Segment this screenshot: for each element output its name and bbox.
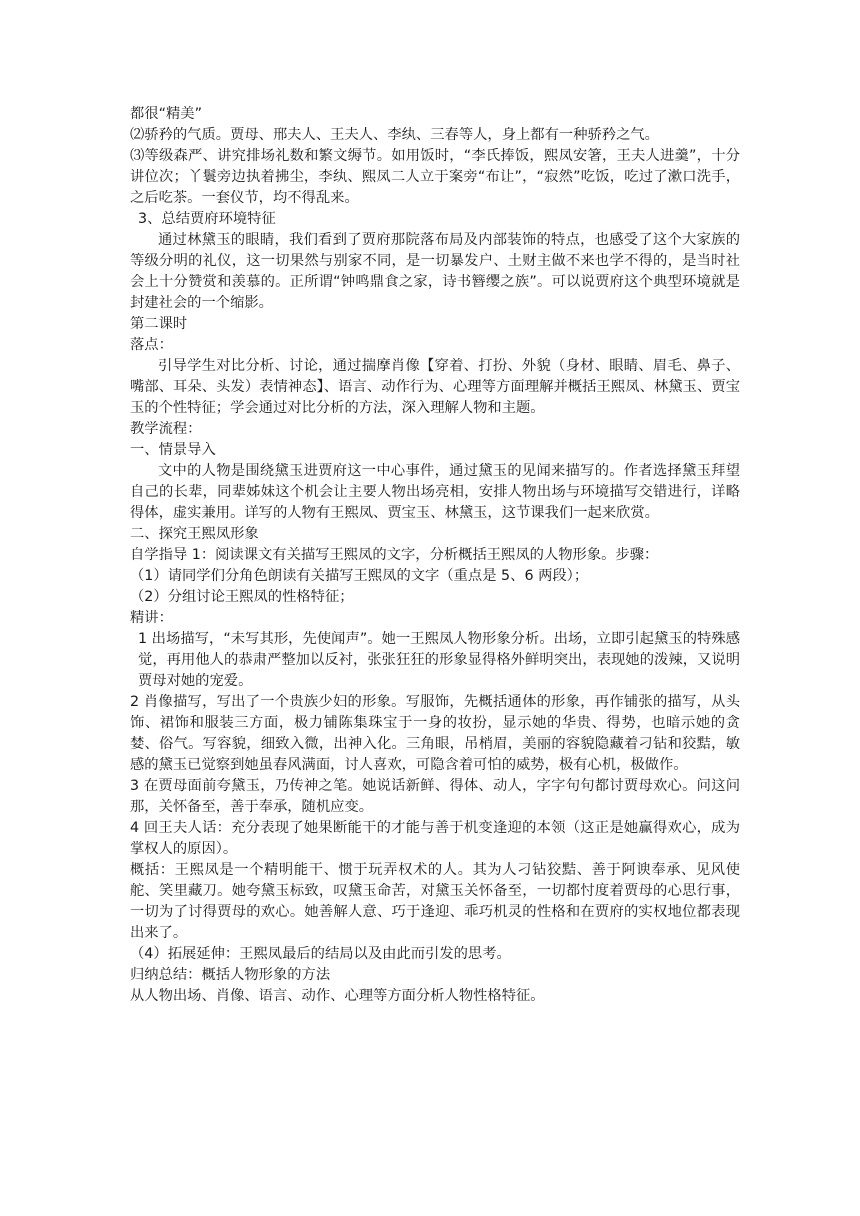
explanation-4: 4 回王夫人话：充分表现了她果断能干的才能与善于机变逢迎的本领（这正是她赢得欢心，成为掌权人的原因）。	[130, 820, 740, 857]
label-focus: 落点：	[130, 337, 173, 353]
lesson-heading-second: 第二课时	[130, 316, 188, 332]
step-1: （1）请同学们分角色朗读有关描写王熙凤的文字（重点是 5、6 两段）；	[130, 568, 589, 584]
paragraph-summary: 概括：王熙凤是一个精明能干、惯于玩弄权术的人。其为人刁钻狡黠、善于阿谀奉承、见风使舵、笑里藏刀。她夸黛玉标致，叹黛玉命苦，对黛玉关怀备至，一切都忖度着贾母的心思行事，一切为了讨得贾母的欢心。她善解人意、巧于逢迎、乖巧机灵的性格和在贾府的实权地位都表现出来了。	[130, 862, 740, 941]
paragraph-point-2: ⑵骄矜的气质。贾母、邢夫人、王夫人、李纨、三春等人，身上都有一种骄矜之气。	[130, 127, 659, 143]
label-explanation: 精讲：	[130, 610, 173, 626]
section-heading-intro: 一、情景导入	[130, 442, 216, 458]
section-heading-environment: 3、总结贾府环境特征	[138, 211, 276, 227]
conclusion-text: 从人物出场、肖像、语言、动作、心理等方面分析人物性格特征。	[130, 988, 545, 1004]
explanation-2: 2 肖像描写，写出了一个贵族少妇的形象。写服饰，先概括通体的形象，再作铺张的描写，从头饰、裙饰和服装三方面，极力铺陈集珠宝于一身的妆扮，显示她的华贵、得势，也暗示她的贪婪、俗气。写容貌，细致入微，出神入化。三角眼，吊梢眉，美丽的容貌隐藏着刁钻和狡黠，敏感的黛玉已觉察到她虽春风满面，讨人喜欢，可隐含着可怕的威势，极有心机，极做作。	[130, 694, 740, 773]
step-2: （2）分组讨论王熙凤的性格特征；	[130, 589, 354, 605]
paragraph-environment-summary: 通过林黛玉的眼睛，我们看到了贾府那院落布局及内部装饰的特点，也感受了这个大家族的等级分明的礼仪，这一切果然与别家不同，是一切暴发户、土财主做不来也学不得的，是当时社会上十分赞赏和羡慕的。正所谓“钟鸣鼎食之家，诗书簪缨之族”。可以说贾府这个典型环境就是封建社会的一个缩影。	[130, 232, 740, 311]
paragraph-focus: 引导学生对比分析、讨论，通过揣摩肖像【穿着、打扮、外貌（身材、眼睛、眉毛、鼻子、嘴部、耳朵、头发）表情神态】、语言、动作行为、心理等方面理解并概括王熙凤、林黛玉、贾宝玉的个性特征；学会通过对比分析的方法，深入理解人物和主题。	[130, 358, 740, 416]
explanation-3: 3 在贾母面前夸黛玉，乃传神之笔。她说话新鲜、得体、动人，字字句句都讨贾母欢心。问这问那，关怀备至，善于奉承，随机应变。	[130, 778, 740, 815]
paragraph-continuation: 都很“精美”	[130, 106, 203, 122]
paragraph-point-3: ⑶等级森严、讲究排场礼数和繁文缛节。如用饭时，“李氏捧饭，熙凤安箸，王夫人进羹”，十分讲位次；丫鬟旁边执着拂尘，李纨、熙凤二人立于案旁“布让”，“寂然”吃饭，吃过了漱口洗手，之后吃茶。一套仪节，均不得乱来。	[130, 148, 740, 206]
section-heading-wangxifeng: 二、探究王熙凤形象	[130, 526, 259, 542]
label-teaching-process: 教学流程：	[130, 421, 202, 437]
paragraph-intro: 文中的人物是围绕黛玉进贾府这一中心事件，通过黛玉的见闻来描写的。作者选择黛玉拜望自己的长辈，同辈姊妹这个机会让主要人物出场亮相，安排人物出场与环境描写交错进行，详略得体，虚实兼用。详写的人物有王熙凤、贾宝玉、林黛玉，这节课我们一起来欣赏。	[130, 463, 740, 521]
explanation-1: 1 出场描写，“未写其形，先使闻声”。她一王熙凤人物形象分析。出场，立即引起黛玉的特殊感觉，再用他人的恭肃严整加以反衬，张张狂狂的形象显得格外鲜明突出，表现她的泼辣，又说明贾母对她的宠爱。	[138, 631, 740, 689]
conclusion-heading: 归纳总结：概括人物形象的方法	[130, 967, 331, 983]
step-4: （4）拓展延伸：王熙凤最后的结局以及由此而引发的思考。	[130, 946, 511, 962]
self-study-guide: 自学指导 1：阅读课文有关描写王熙凤的文字，分析概括王熙凤的人物形象。步骤：	[130, 547, 659, 563]
